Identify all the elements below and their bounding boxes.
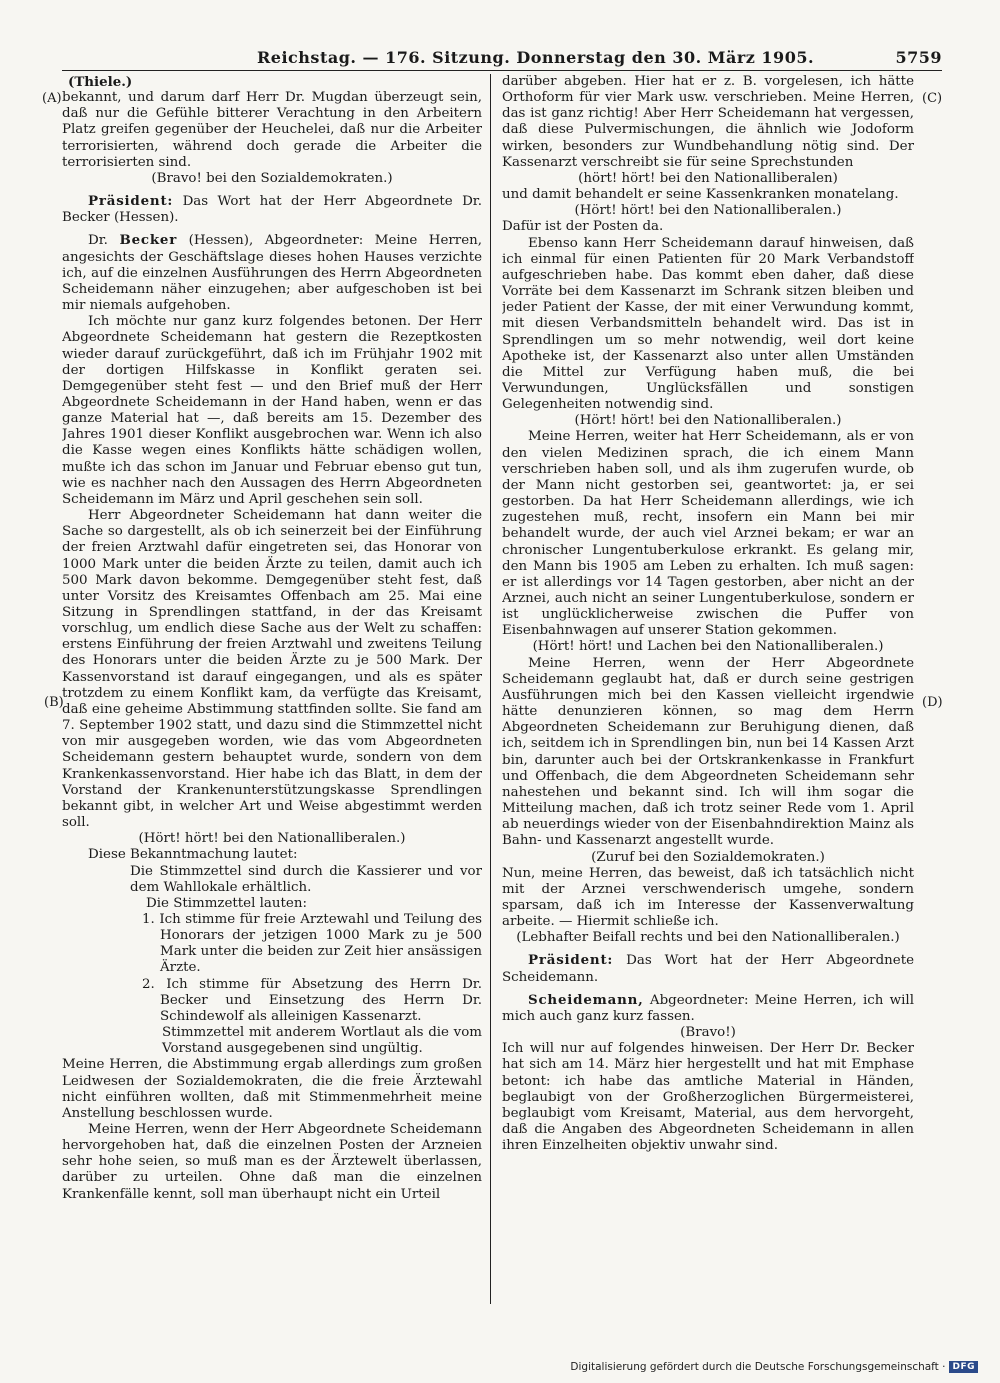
- dfg-logo-icon: DFG: [949, 1361, 978, 1373]
- running-header: [62, 42, 942, 68]
- header-title: Reichstag. — 176. Sitzung. Donnerstag den 30. März 1905.: [257, 48, 815, 67]
- interjection: (Lebhafter Beifall rechts und bei den Nationalliberalen.): [516, 930, 900, 946]
- interjection: (Bravo!): [680, 1025, 736, 1041]
- speaker-marker: (Thiele.): [68, 74, 133, 90]
- margin-mark-d: (D): [922, 695, 943, 710]
- paragraph: Meine Herren, wenn der Herr Abgeordnete Scheidemann hervorgehoben hat, daß die einzelnen Posten der Arzneien sehr hohe seien, so muß man es der Ärztewelt überlassen, darüber zu urteilen. Ohne daß man die einzelnen Krankenfälle kennt, soll man überhaupt nicht ein Urteil: [62, 1122, 482, 1202]
- interjection: (Bravo! bei den Sozialdemokraten.): [151, 170, 393, 186]
- margin-mark-c: (C): [922, 91, 943, 106]
- paragraph: darüber abgeben. Hier hat er z. B. vorgelesen, ich hätte Orthoform für vier Mark usw. verschrieben. Meine Herren, das ist ganz richtig! Aber Herr Scheidemann hat vergessen, daß diese Pulvermischungen, die ähnlich wie Jodoform wirken, besonders zur Wundbehandlung nötig sind. Der Kassenarzt verschreibt sie für seine Sprechstunden: [502, 74, 914, 170]
- right-column: [502, 74, 914, 1293]
- quote: Stimmzettel mit anderem Wortlaut als die vom Vorstand ausgegebenen sind ungültig.: [162, 1025, 482, 1057]
- paragraph: Dr. Becker (Hessen), Abgeordneter: Meine Herren, angesichts der Geschäftslage dieses hohen Hauses verzichte ich, auf die einzelnen Ausführungen des Herrn Abgeordneten Scheidemann näher einzugehen; aber aufgeschoben ist bei mir niemals aufgehoben.: [62, 232, 482, 314]
- speaker-name: Becker: [119, 232, 178, 249]
- interjection: (Zuruf bei den Sozialdemokraten.): [591, 849, 825, 865]
- left-column: [62, 74, 482, 1293]
- paragraph: Meine Herren, die Abstimmung ergab allerdings zum großen Leidwesen der Sozialdemokraten, die die freie Ärztewahl nicht einführen wollten, daß mit Stimmenmehrheit meine Anstellung beschlossen wurde.: [62, 1057, 482, 1121]
- page-number: 5759: [895, 48, 942, 67]
- interjection: (Hört! hört! bei den Nationalliberalen.): [574, 203, 842, 219]
- paragraph: Ebenso kann Herr Scheidemann darauf hinweisen, daß ich einmal für einen Patienten für 20 Mark Verbandstoff aufgeschrieben habe. Das kommt eben daher, daß diese Vorräte bei dem Kassenarzt im Schrank sitzen bleiben und jeder Patient der Kasse, der mit einer Verwundung kommt, mit diesen Verbandsmitteln behandelt wird. Das ist in Sprendlingen um so mehr notwendig, weil dort keine Apotheke ist, der Kassenarzt also unter allen Umständen die Mittel zur Verfügung haben muß, die bei Verwundungen, Unglücksfällen und sonstigen Gelegenheiten notwendig sind.: [502, 235, 914, 413]
- interjection: (Hört! hört! und Lachen bei den Nationalliberalen.): [532, 639, 884, 655]
- column-divider: [490, 74, 491, 1304]
- quote: Die Stimmzettel lauten:: [146, 895, 307, 911]
- quote-item: 2. Ich stimme für Absetzung des Herrn Dr. Becker und Einsetzung des Herrn Dr. Schindewolf als alleinigen Kassenarzt.: [142, 976, 482, 1024]
- quote: Die Stimmzettel sind durch die Kassierer und vor dem Wahllokale erhältlich.: [130, 863, 482, 895]
- paragraph: Ich möchte nur ganz kurz folgendes betonen. Der Herr Abgeordnete Scheidemann hat gestern die Rezeptkosten wieder darauf zurückgeführt, daß ich im Frühjahr 1902 mit der dortigen Hilfskasse in Konflikt geraten sei. Demgegenüber steht fest — und den Brief muß der Herr Abgeordnete Scheidemann in der Hand haben, wenn er das ganze Material hat —, daß bereits am 15. Dezember des Jahres 1901 dieser Konflikt ausgebrochen war. Wenn ich also die Kasse wegen eines Konflikts hätte schädigen wollen, mußte ich das schon im Januar und Februar ebenso gut tun, wie es nachher nach den Aussagen des Herrn Abgeordneten Scheidemann im März und April geschehen sein soll.: [62, 314, 482, 507]
- paragraph: Meine Herren, wenn der Herr Abgeordnete Scheidemann geglaubt hat, daß er durch seine gestrigen Ausführungen mich bei den Kassen vielleicht irgendwie hätte denunzieren können, so mag dem Herrn Abgeordneten Scheidemann zur Beruhigung dienen, daß ich, seitdem ich in Sprendlingen bin, nun bei 14 Kassen Arzt bin, darunter auch bei der Ortskrankenkasse in Frankfurt und Offenbach, die dem Abgeordneten Scheidemann sehr nahestehen und bekannt sind. Ich will ihm sogar die Mitteilung machen, daß ich trotz seiner Rede vom 1. April ab neuerdings wieder von der Eisenbahndirektion Mainz als Bahn- und Kassenarzt angestellt wurde.: [502, 655, 914, 849]
- paragraph: und damit behandelt er seine Kassenkranken monatelang.: [502, 187, 899, 203]
- speaker-name: Präsident:: [88, 193, 174, 210]
- quote-item: 1. Ich stimme für freie Arztewahl und Teilung des Honorars der jetzigen 1000 Mark zu je 500 Mark unter die beiden zur Zeit hier ansässigen Ärzte.: [142, 911, 482, 976]
- digitization-footer: [570, 1361, 978, 1373]
- footer-text: Digitalisierung gefördert durch die Deutsche Forschungsgemeinschaft ·: [570, 1361, 946, 1373]
- paragraph: Präsident: Das Wort hat der Herr Abgeordnete Dr. Becker (Hessen).: [62, 193, 482, 226]
- margin-mark-a: (A): [42, 91, 62, 106]
- interjection: (hört! hört! bei den Nationalliberalen): [578, 170, 838, 186]
- paragraph: Herr Abgeordneter Scheidemann hat dann weiter die Sache so dargestellt, als ob ich seinerzeit bei der Einführung der freien Arztwahl dafür eingetreten sei, das Honorar von 1000 Mark unter die beiden Ärzte zu teilen, damit auch ich 500 Mark davon bekomme. Demgegenüber steht fest, daß unter Vorsitz des Kreisamtes Offenbach am 25. Mai eine Sitzung in Sprendlingen stattfand, in der das Kreisamt vorschlug, um endlich diese Sache aus der Welt zu schaffen: erstens Einführung der freien Arztwahl und zweitens Teilung des Honorars unter die beiden Ärzte zu je 500 Mark. Der Kassenvorstand ist darauf eingegangen, und als es später trotzdem zu einem Konflikt kam, da verfügte das Kreisamt, daß eine geheime Abstimmung stattfinden sollte. Sie fand am 7. September 1902 statt, und dazu sind die Stimmzettel nicht von mir ausgegeben worden, wie das vom Abgeordneten Scheidemann gestern behauptet wurde, sondern von dem Krankenkassenvorstand. Hier habe ich das Blatt, in dem der Vorstand der Krankenunterstützungskasse Sprendlingen bekannt gibt, in welcher Art und Weise abgestimmt werden soll.: [62, 508, 482, 831]
- paragraph: Präsident: Das Wort hat der Herr Abgeordnete Scheidemann.: [502, 952, 914, 985]
- paragraph: Dafür ist der Posten da.: [502, 219, 664, 235]
- paragraph: bekannt, und darum darf Herr Dr. Mugdan überzeugt sein, daß nur die Gefühle bitterer Verachtung in den Arbeitern Platz greifen gegenüber der Heuchelei, daß nur die Arbeiter terrorisierten, während doch gerade die Arbeiter die terrorisierten sind.: [62, 90, 482, 170]
- speaker-name: Präsident:: [528, 952, 614, 969]
- speaker-name: Scheidemann,: [528, 991, 644, 1008]
- margin-mark-b: (B): [44, 695, 64, 710]
- interjection: (Hört! hört! bei den Nationalliberalen.): [138, 831, 406, 847]
- paragraph: Meine Herren, weiter hat Herr Scheidemann, als er von den vielen Medizinen sprach, die ich einem Mann verschrieben haben soll, und als ihm zugerufen wurde, ob der Mann nicht gestorben sei, geantwortet: ja, er sei gestorben. Da hat Herr Scheidemann allerdings, wie ich zugestehen muß, recht, insofern ein Mann bei mir behandelt wurde, der auch viel Arznei bekam; er war an chronischer Lungentuberkulose erkrankt. Es gelang mir, den Mann bis 1905 am Leben zu erhalten. Ich muß sagen: er ist allerdings vor 14 Tagen gestorben, aber nicht an der Arznei, auch nicht an seiner Lungentuberkulose, sondern er ist unglücklicherweise zwischen die Puffer von Eisenbahnwagen auf unserer Station gekommen.: [502, 429, 914, 639]
- paragraph: Ich will nur auf folgendes hinweisen. Der Herr Dr. Becker hat sich am 14. März hier hergestellt und hat mit Emphase betont: ich habe das amtliche Material in Händen, beglaubigt von der Großherzoglichen Bürgermeisterei, beglaubigt vom Kreisamt, Material, aus dem hervorgeht, daß die Angaben des Abgeordneten Scheidemann in allen ihren Einzelheiten objektiv unwahr sind.: [502, 1041, 914, 1154]
- paragraph: Nun, meine Herren, das beweist, daß ich tatsächlich nicht mit der Arznei verschwenderisch umgehe, sondern sparsam, daß ich im Interesse der Kassenverwaltung arbeite. — Hiermit schließe ich.: [502, 865, 914, 930]
- interjection: (Hört! hört! bei den Nationalliberalen.): [574, 413, 842, 429]
- header-rule: [62, 70, 942, 71]
- paragraph: Scheidemann, Abgeordneter: Meine Herren, ich will mich auch ganz kurz fassen.: [502, 991, 914, 1024]
- paragraph: Diese Bekanntmachung lautet:: [88, 847, 298, 863]
